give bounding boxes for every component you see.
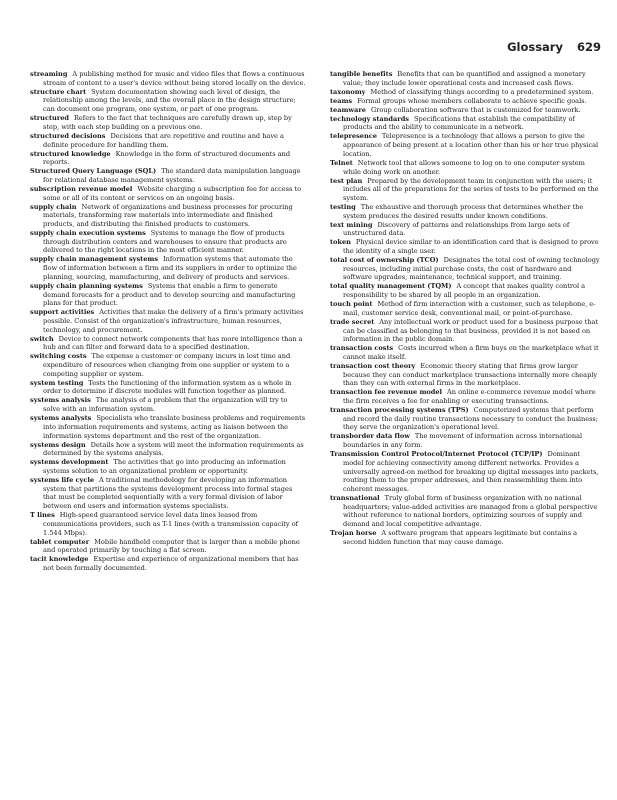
glossary-definition: The standard data manipulation language for relational database management systems. <box>43 167 301 184</box>
glossary-definition: System documentation showing each level of design, the relationship among the levels, and the overall place in the design structure; can document one program, one system, or part of one program. <box>43 87 296 114</box>
glossary-definition: A concept that makes quality control a responsibility to be shared by all people in an organization. <box>343 282 586 300</box>
glossary-definition: An online e-commerce revenue model where the firm receives a fee for enabling or executing transactions. <box>343 388 596 406</box>
glossary-term: touch point <box>330 300 373 309</box>
glossary-definition: Discovery of patterns and relationships from large sets of unstructured data. <box>343 220 570 238</box>
glossary-definition: Dominant model for achieving connectivity among different networks. Provides a universally agreed-on method for breaking up digital messages into packets, routing them to the proper addresses, and then reassembling them into coherent messages. <box>343 450 599 493</box>
glossary-term: telepresence <box>330 132 377 141</box>
glossary-term: supply chain execution systems <box>30 229 146 238</box>
glossary-term: total cost of ownership (TCO) <box>330 256 439 265</box>
glossary-definition: The expense a customer or company incurs in lost time and expenditure of resources when changing from one supplier or system to a competing supplier or system. <box>43 352 291 378</box>
glossary-definition: Economic theory stating that firms grow larger because they can conduct marketplace transactions internally more cheaply than they can with external firms in the marketplace. <box>343 361 598 388</box>
glossary-definition: The analysis of a problem that the organization will try to solve with an information system. <box>43 396 288 414</box>
glossary-definition: Truly global form of business organization with no national headquarters; value-added activities are managed from a global perspective without reference to national borders, optimizing sources of supply and demand and local competitive advantage. <box>343 493 598 529</box>
glossary-definition: Website charging a subscription fee for access to some or all of its content or services on an ongoing basis. <box>43 184 302 202</box>
glossary-entry <box>330 70 601 87</box>
glossary-definition: The activities that go into producing an information systems solution to an organizational problem or opportunity. <box>43 458 286 475</box>
glossary-entry <box>30 70 306 87</box>
glossary-term: teamware <box>330 105 366 114</box>
glossary-term: transaction cost theory <box>330 361 416 370</box>
glossary-entry <box>30 185 306 202</box>
glossary-entry <box>330 432 601 449</box>
glossary-definition: Decisions that are repetitive and routine and have a definite procedure for handling them. <box>43 131 284 149</box>
glossary-definition: Information systems that automate the flow of information between a firm and its suppliers in order to optimize the planning, sourcing, manufacturing, and delivery of products and services. <box>43 255 297 281</box>
glossary-term: support activities <box>30 308 95 317</box>
glossary-term: T lines <box>30 511 55 520</box>
glossary-definition: Mobile handheld computer that is larger than a mobile phone and operated primarily by touching a flat screen. <box>43 537 300 555</box>
glossary-entry <box>330 388 601 405</box>
glossary-entry <box>30 114 306 131</box>
glossary-entry <box>330 177 601 203</box>
glossary-entry <box>30 538 306 555</box>
glossary-entry <box>30 352 306 378</box>
glossary-entry <box>330 300 601 317</box>
glossary-term: tablet computer <box>30 537 90 546</box>
glossary-entry <box>30 229 306 255</box>
glossary-entry <box>330 115 601 132</box>
glossary-term: subscription revenue model <box>30 184 133 193</box>
glossary-term: token <box>330 238 351 247</box>
glossary-entry <box>30 255 306 281</box>
glossary-definition: Specialists who translate business problems and requirements into information requirements and systems, acting as liaison between the information systems department and the rest of the organization. <box>43 414 306 440</box>
glossary-term: system testing <box>30 378 84 387</box>
glossary-entry <box>30 458 306 475</box>
glossary-entry <box>330 132 601 158</box>
glossary-term: transaction fee revenue model <box>330 388 443 397</box>
glossary-term: systems design <box>30 440 86 449</box>
glossary-entry <box>330 106 601 115</box>
glossary-entry <box>330 203 601 220</box>
glossary-entry <box>330 97 601 106</box>
glossary-term: switch <box>30 334 54 343</box>
glossary-definition: Benefits that can be quantified and assigned a monetary value; they include lower operational costs and increased cash flows. <box>343 70 586 87</box>
glossary-definition: Group collaboration software that is customized for teamwork. <box>370 105 581 114</box>
glossary-definition: Designates the total cost of owning technology resources, including initial purchase costs, the cost of hardware and software upgrades, maintenance, technical support, and training. <box>343 256 600 282</box>
glossary-definition: Systems that enable a firm to generate demand forecasts for a product and to develop sourcing and manufacturing plans for that product. <box>43 281 296 308</box>
glossary-entry <box>30 511 306 537</box>
glossary-term: text mining <box>330 220 373 229</box>
glossary-entry <box>30 396 306 413</box>
glossary-entry <box>30 167 306 184</box>
glossary-term: tangible benefits <box>330 70 393 78</box>
glossary-term: systems life cycle <box>30 475 95 484</box>
glossary-term: test plan <box>330 176 363 185</box>
glossary-entry <box>330 282 601 299</box>
glossary-term: Telnet <box>330 158 353 167</box>
glossary-entry <box>330 318 601 344</box>
glossary-definition: Prepared by the development team in conjunction with the users; it includes all of the preparations for the series of tests to be performed on the system. <box>343 176 599 202</box>
glossary-definition: Formal groups whose members collaborate to achieve specific goals. <box>357 96 587 105</box>
glossary-term: transaction costs <box>330 344 394 353</box>
glossary-term: Transmission Control Protocol/Internet Protocol (TCP/IP) <box>330 450 543 459</box>
glossary-entry <box>330 256 601 282</box>
glossary-entry <box>30 88 306 114</box>
glossary-term: streaming <box>30 70 68 78</box>
glossary-entry <box>30 414 306 440</box>
glossary-term: switching costs <box>30 352 87 361</box>
glossary-definition: Tests the functioning of the information system as a whole in order to determine if discrete modules will function together as planned. <box>43 378 292 396</box>
glossary-term: systems analysis <box>30 396 91 405</box>
glossary-entry <box>30 282 306 308</box>
glossary-definition: Network tool that allows someone to log on to one computer system while doing work on another. <box>343 158 585 176</box>
glossary-definition: Knowledge in the form of structured documents and reports. <box>43 149 291 167</box>
glossary-term: supply chain planning systems <box>30 281 143 290</box>
glossary-entry <box>30 441 306 458</box>
glossary-term: supply chain management systems <box>30 255 159 264</box>
glossary-term: testing <box>330 202 356 211</box>
glossary-definition: Systems to manage the flow of products through distribution centers and warehouses to ensure that products are delivered to the right locations in the most efficient manner. <box>43 229 287 255</box>
glossary-definition: Network of organizations and business processes for procuring materials, transforming raw materials into intermediate and finished products, and distributing the finished products to customers. <box>43 202 293 229</box>
glossary-definition: Details how a system will meet the information requirements as determined by the systems analysis. <box>43 440 304 458</box>
glossary-definition: The exhaustive and thorough process that determines whether the system produces the desired results under known conditions. <box>343 202 584 220</box>
glossary-term: structured <box>30 114 69 123</box>
glossary-term: teams <box>330 96 353 105</box>
glossary-left-column <box>30 70 306 573</box>
page-header <box>507 40 601 54</box>
glossary-definition: Computerized systems that perform and record the daily routine transactions necessary to conduct the business; they serve the organization's operational level. <box>343 406 598 432</box>
glossary-entry <box>330 159 601 176</box>
glossary-definition: Method of classifying things according to a predetermined system. <box>370 87 594 96</box>
glossary-definition: Activities that make the delivery of a firm's primary activities possible. Consist of the organization's infrastructure, human resources, technology, and procurement. <box>43 308 304 334</box>
glossary-entry <box>30 150 306 167</box>
glossary-term: tacit knowledge <box>30 555 89 564</box>
glossary-definition: Specifications that establish the compatibility of products and the ability to communicate in a network. <box>343 114 575 132</box>
glossary-term: structured knowledge <box>30 149 111 158</box>
glossary-entry <box>30 555 306 572</box>
glossary-entry <box>30 335 306 352</box>
glossary-entry <box>30 203 306 229</box>
glossary-definition: Physical device similar to an identification card that is designed to prove the identity of a single user. <box>343 238 599 256</box>
glossary-right-column <box>330 70 601 547</box>
glossary-term: transnational <box>330 493 380 502</box>
glossary-entry <box>30 308 306 334</box>
glossary-term: supply chain <box>30 202 77 211</box>
glossary-term: structured decisions <box>30 131 106 140</box>
glossary-term: Structured Query Language (SQL) <box>30 167 157 176</box>
glossary-definition: A traditional methodology for developing an information system that partitions the systems development process into formal stages that must be completed sequentially with a very formal division of labor between end users and information systems specialists. <box>43 475 293 511</box>
glossary-term: taxonomy <box>330 87 366 96</box>
glossary-term: transaction processing systems (TPS) <box>330 406 469 415</box>
glossary-entry <box>330 406 601 432</box>
glossary-entry <box>330 221 601 238</box>
glossary-entry <box>30 476 306 511</box>
glossary-entry <box>330 344 601 361</box>
glossary-entry <box>330 494 601 529</box>
glossary-entry <box>330 450 601 494</box>
glossary-definition: High-speed guaranteed service level data lines leased from communications providers, such as T-1 lines (with a transmission capacity of 1.544 Mbps). <box>43 511 299 537</box>
glossary-definition: Costs incurred when a firm buys on the marketplace what it cannot make itself. <box>343 344 599 361</box>
glossary-definition: Method of firm interaction with a customer, such as telephone, e-mail, customer service desk, conventional mail, or point-of-purchase. <box>343 300 596 317</box>
glossary-definition: A publishing method for music and video files that flows a continuous stream of content to a user's device without being stored locally on the device. <box>43 70 306 87</box>
glossary-term: transborder data flow <box>330 432 410 441</box>
glossary-term: trade secret <box>330 317 375 326</box>
glossary-definition: The movement of information across international boundaries in any form. <box>343 432 583 450</box>
glossary-definition: Expertise and experience of organizational members that has not been formally documented. <box>43 555 299 572</box>
glossary-definition: Refers to the fact that techniques are carefully drawn up, step by step, with each step building on a previous one. <box>43 114 292 131</box>
glossary-term: technology standards <box>330 114 409 123</box>
glossary-term: Trojan horse <box>330 529 377 538</box>
glossary-term: total quality management (TQM) <box>330 282 452 291</box>
glossary-definition: Telepresence is a technology that allows a person to give the appearance of being present at a location other than his or her true physical location. <box>343 132 599 158</box>
glossary-term: structure chart <box>30 87 87 96</box>
page-title: Glossary <box>507 40 563 54</box>
glossary-definition: Device to connect network components that has more intelligence than a hub and can filter and forward data to a specified destination. <box>43 334 303 352</box>
glossary-entry <box>330 88 601 97</box>
glossary-term: systems analysts <box>30 414 92 423</box>
glossary-entry <box>330 362 601 388</box>
glossary-term: systems development <box>30 458 109 467</box>
glossary-entry <box>330 529 601 546</box>
glossary-definition: Any intellectual work or product used for a business purpose that can be classified as belonging to that business, provided it is not based on information in the public domain. <box>343 317 599 344</box>
glossary-entry <box>330 238 601 255</box>
glossary-entry <box>30 132 306 149</box>
page-number: 629 <box>576 40 601 54</box>
glossary-entry <box>30 379 306 396</box>
glossary-definition: A software program that appears legitimate but contains a second hidden function that may cause damage. <box>343 529 578 546</box>
